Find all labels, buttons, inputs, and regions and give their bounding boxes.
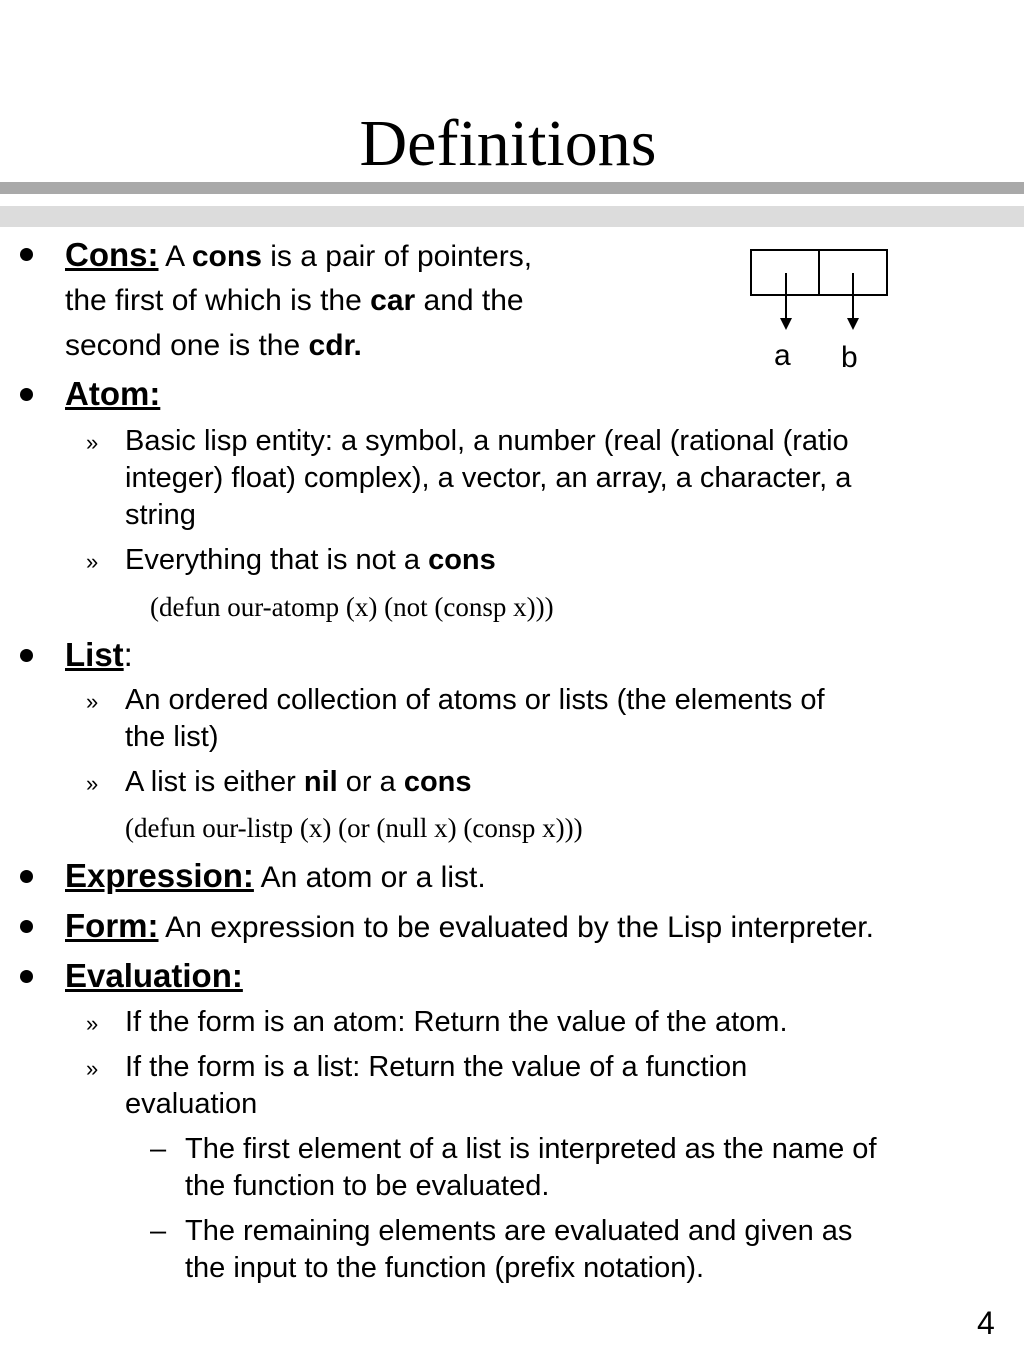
cons-line-1: Cons: A cons is a pair of pointers, [65, 236, 533, 273]
evaluation-dash1-line-1: The first element of a list is interpreted as the name of [185, 1133, 877, 1165]
atom-sub1-line-2: integer) float) complex), a vector, an array, a character, a [125, 462, 852, 494]
form-line: Form: An expression to be evaluated by the Lisp interpreter. [65, 907, 874, 944]
sub-bullet: » [86, 689, 99, 714]
list-code: (defun our-listp (x) (or (null x) (consp x))) [125, 813, 583, 843]
dash-bullet: – [150, 1133, 167, 1165]
list-sub1-line-1: An ordered collection of atoms or lists (the elements of [125, 684, 825, 716]
title-divider-dark [0, 182, 1024, 194]
bullet-dot [20, 920, 33, 933]
expression-line: Expression: An atom or a list. [65, 857, 486, 894]
atom-sub1-line-1: Basic lisp entity: a symbol, a number (real (rational (ratio [125, 425, 849, 457]
sub-bullet: » [86, 1056, 99, 1081]
evaluation-dash1-line-2: the function to be evaluated. [185, 1170, 550, 1202]
bullet-dot [20, 649, 33, 662]
slide-title: Definitions [359, 107, 657, 180]
car-arrowhead [780, 318, 792, 330]
atom-code: (defun our-atomp (x) (not (consp x))) [150, 592, 554, 622]
sub-bullet: » [86, 771, 99, 796]
bullet-dot [20, 970, 33, 983]
evaluation-sub1: If the form is an atom: Return the value of the atom. [125, 1006, 788, 1038]
atom-term: Atom: [65, 375, 161, 412]
page-number: 4 [977, 1305, 995, 1341]
bullet-dot [20, 248, 33, 261]
list-term: List [65, 636, 124, 673]
evaluation-heading [65, 956, 243, 998]
sub-bullet: » [86, 1011, 99, 1036]
bullet-dot [20, 388, 33, 401]
list-sub1-line-2: the list) [125, 721, 219, 753]
diagram-label-a: a [774, 339, 791, 372]
atom-heading [65, 374, 160, 416]
evaluation-dash2-line-2: the input to the function (prefix notation). [185, 1252, 705, 1284]
evaluation-dash2-line-1: The remaining elements are evaluated and given as [185, 1215, 853, 1247]
evaluation-sub2-line-1: If the form is a list: Return the value of a function [125, 1051, 748, 1083]
sub-bullet: » [86, 430, 99, 455]
cons-cell-diagram [740, 240, 900, 375]
evaluation-sub2-line-2: evaluation [125, 1088, 258, 1120]
cons-line-3: second one is the cdr. [65, 329, 362, 362]
list-sub2: A list is either nil or a cons [125, 766, 472, 798]
dash-bullet: – [150, 1215, 167, 1247]
atom-sub1-line-3: string [125, 499, 196, 531]
cons-line-2: the first of which is the car and the [65, 284, 524, 317]
cons-term: Cons: [65, 236, 159, 273]
sub-bullet: » [86, 549, 99, 574]
atom-sub2: Everything that is not a cons [125, 544, 496, 576]
form-term: Form: [65, 907, 159, 944]
diagram-label-b: b [841, 341, 858, 374]
bullet-dot [20, 870, 33, 883]
cdr-arrowhead [847, 318, 859, 330]
evaluation-term: Evaluation: [65, 957, 243, 994]
expression-term: Expression: [65, 857, 254, 894]
title-divider-light [0, 206, 1024, 227]
list-heading: List: [65, 636, 133, 673]
